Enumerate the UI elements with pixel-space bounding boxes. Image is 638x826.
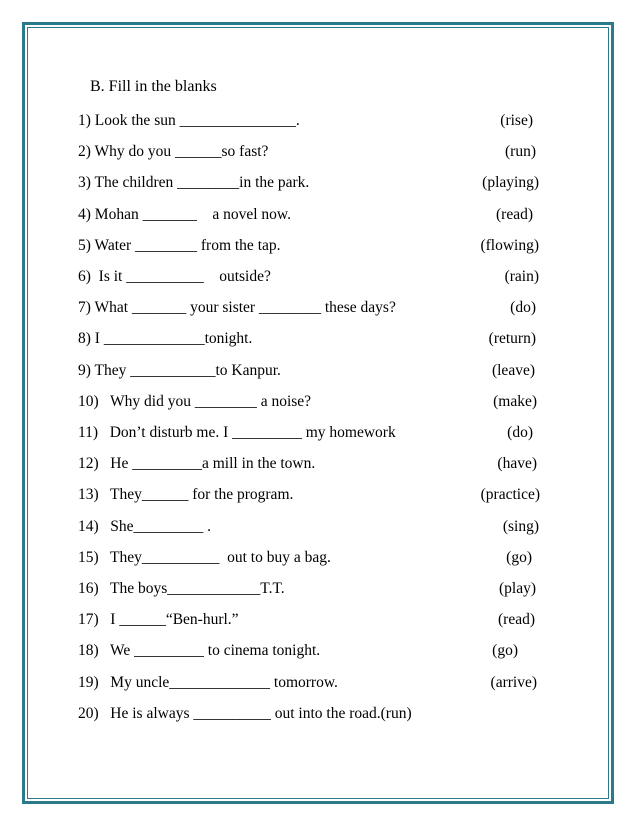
exercise-sentence: 4) Mohan _______ a novel now. — [78, 205, 291, 223]
exercise-item — [0, 609, 638, 631]
exercise-item — [0, 141, 638, 163]
exercise-item — [0, 391, 638, 413]
exercise-verb-hint: (read) — [496, 205, 533, 223]
exercise-verb-hint: (read) — [498, 611, 535, 629]
exercise-sentence: 19) My uncle_____________ tomorrow. — [78, 673, 338, 691]
exercise-verb-hint: (leave) — [491, 361, 535, 379]
exercise-verb-hint: (flowing) — [480, 236, 539, 254]
exercise-sentence: 8) I _____________tonight. — [78, 330, 253, 348]
exercise-verb-hint: (play) — [498, 580, 536, 597]
exercise-sentence: 6) Is it __________ outside? — [78, 268, 271, 285]
exercise-item — [0, 516, 638, 538]
exercise-item — [0, 422, 638, 444]
exercise-item — [0, 360, 638, 382]
exercise-sentence: 7) What _______ your sister ________ these days? — [78, 299, 396, 317]
exercise-verb-hint: (arrive) — [490, 673, 537, 691]
exercise-verb-hint: (go) — [492, 642, 518, 660]
exercise-sentence: 1) Look the sun _______________. — [78, 112, 300, 129]
exercise-verb-hint: (practice) — [480, 486, 540, 504]
exercise-sentence: 2) Why do you ______so fast? — [78, 143, 269, 161]
exercise-sentence: 15) They__________ out to buy a bag. — [78, 548, 331, 566]
exercise-item — [0, 266, 638, 288]
exercise-sentence: 11) Don’t disturb me. I _________ my homework — [78, 424, 396, 441]
exercise-item — [0, 172, 638, 194]
exercise-sentence: 20) He is always __________ out into the road.(run) — [78, 704, 412, 722]
exercise-verb-hint: (return) — [488, 330, 536, 348]
exercise-item — [0, 672, 638, 694]
exercise-item — [0, 640, 638, 662]
exercise-item — [0, 110, 638, 132]
exercise-item — [0, 547, 638, 569]
exercise-sentence: 10) Why did you ________ a noise? — [78, 392, 312, 410]
exercise-sentence: 5) Water ________ from the tap. — [78, 236, 281, 254]
exercise-sentence: 3) The children ________in the park. — [78, 174, 310, 192]
exercise-item — [0, 297, 638, 319]
exercise-sentence: 9) They ___________to Kanpur. — [78, 361, 281, 379]
exercise-item — [0, 703, 638, 725]
exercise-verb-hint: (do) — [507, 424, 533, 441]
exercise-verb-hint: (sing) — [502, 517, 539, 535]
exercise-verb-hint: (playing) — [482, 174, 539, 192]
exercise-verb-hint: (make) — [493, 392, 537, 410]
exercise-item — [0, 484, 638, 506]
exercise-verb-hint: (rise) — [500, 112, 533, 129]
exercise-item — [0, 578, 638, 600]
exercise-item — [0, 235, 638, 257]
exercise-item — [0, 328, 638, 350]
exercise-sentence: 14) She_________ . — [78, 517, 212, 535]
exercise-sentence: 12) He _________a mill in the town. — [78, 455, 316, 473]
exercise-verb-hint: (go) — [506, 548, 532, 566]
exercise-item — [0, 453, 638, 475]
exercise-sentence: 13) They______ for the program. — [78, 486, 294, 504]
exercise-sentence: 16) The boys____________T.T. — [78, 580, 285, 597]
exercise-verb-hint: (run) — [505, 143, 536, 161]
exercise-sentence: 17) I ______“Ben-hurl.” — [78, 611, 239, 629]
exercise-verb-hint: (rain) — [504, 268, 539, 285]
exercise-item — [0, 204, 638, 226]
exercise-verb-hint: (have) — [497, 455, 537, 473]
section-heading: B. Fill in the blanks — [90, 78, 217, 95]
exercise-sentence: 18) We _________ to cinema tonight. — [78, 642, 321, 660]
exercise-verb-hint: (do) — [510, 299, 536, 317]
